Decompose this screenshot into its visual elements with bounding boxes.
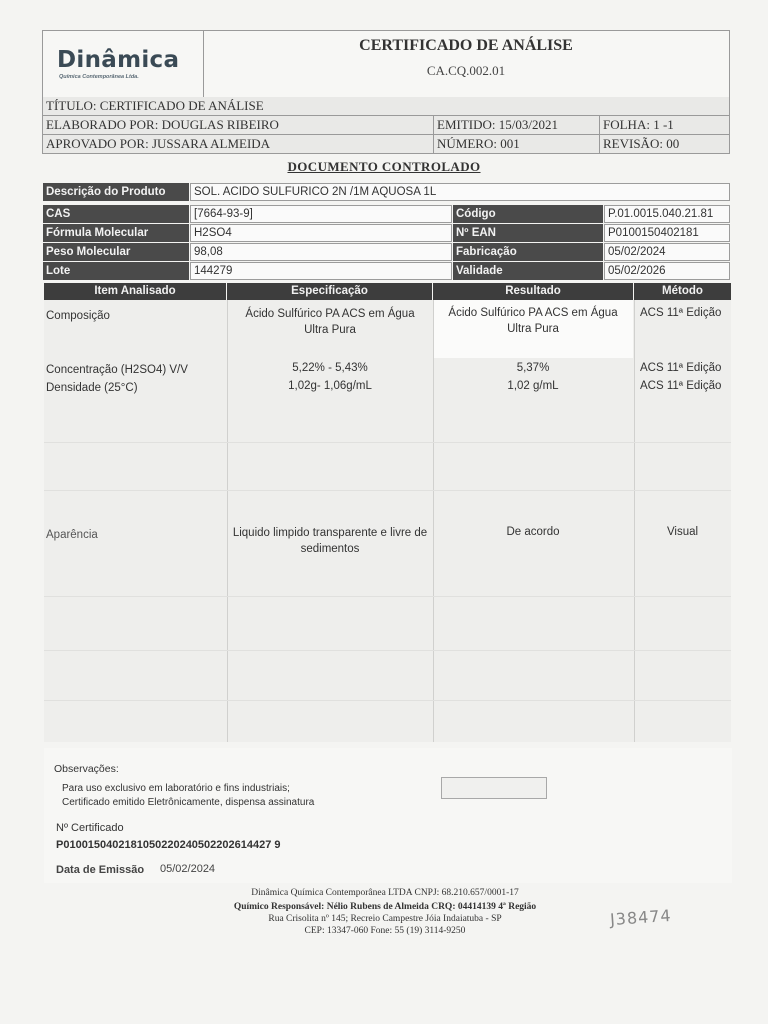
label-peso: Peso Molecular	[43, 243, 189, 261]
table-row-spec: Liquido limpido transparente e livre de sedimentos	[232, 527, 428, 555]
value-ean: P0100150402181	[604, 224, 730, 242]
meta-emitido: EMITIDO: 15/03/2021	[433, 116, 599, 134]
label-validade: Validade	[453, 262, 603, 280]
table-row-result: De acordo	[506, 526, 560, 538]
logo-box	[43, 31, 204, 97]
documento-controlado: DOCUMENTO CONTROLADO	[287, 159, 481, 174]
label-descricao: Descrição do Produto	[43, 183, 189, 201]
value-descricao: SOL. ACIDO SULFURICO 2N /1M AQUOSA 1L	[190, 183, 730, 201]
value-fabricacao: 05/02/2024	[604, 243, 730, 261]
meta-numero: NÚMERO: 001	[433, 135, 599, 153]
meta-elaborado: ELABORADO POR: DOUGLAS RIBEIRO	[46, 117, 279, 132]
company-logo-subtitle: Química Contemporânea Ltda.	[59, 74, 139, 80]
label-formula: Fórmula Molecular	[43, 224, 189, 242]
label-cas: CAS	[43, 205, 189, 223]
label-ean: Nº EAN	[453, 224, 603, 242]
table-row-line	[44, 490, 731, 491]
table-row-item: Concentração (H2SO4) V/V	[46, 364, 188, 376]
label-fabricacao: Fabricação	[453, 243, 603, 261]
meta-folha: FOLHA: 1 -1	[599, 116, 729, 134]
certificado-label: Nº Certificado	[56, 822, 124, 834]
handwritten-note: J38474	[609, 905, 673, 930]
value-peso: 98,08	[190, 243, 452, 261]
table-row-item: Densidade (25°C)	[46, 382, 138, 394]
meta-row-aprovado	[42, 135, 730, 154]
table-row-method: ACS 11ª Edição	[640, 362, 722, 374]
table-divider	[634, 300, 635, 742]
emissao-value: 05/02/2024	[160, 863, 216, 875]
table-row-spec: 1,02g- 1,06g/mL	[288, 380, 372, 392]
meta-aprovado: APROVADO POR: JUSSARA ALMEIDA	[46, 136, 271, 151]
meta-row-elaborado	[42, 116, 730, 135]
table-row-result: 5,37%	[516, 362, 550, 374]
table-row-result: 1,02 g/mL	[507, 380, 559, 392]
footer-company: Dinâmica Química Contemporânea LTDA CNPJ: 68.210.657/0001-17	[251, 888, 519, 898]
company-logo: Dinâmica	[57, 47, 180, 73]
value-validade: 05/02/2026	[604, 262, 730, 280]
certificate-code: CA.CQ.002.01	[426, 63, 506, 78]
meta-titulo: TÍTULO: CERTIFICADO DE ANÁLISE	[46, 98, 264, 113]
document-header	[42, 30, 730, 98]
value-formula: H2SO4	[190, 224, 452, 242]
certificado-number: P0100150402181050220240502202614427 9	[56, 839, 281, 851]
table-row-spec: Ácido Sulfúrico PA ACS em Água Ultra Pura	[245, 308, 415, 336]
label-codigo: Código	[453, 205, 603, 223]
table-row-method: Visual	[666, 526, 699, 538]
value-cas: [7664-93-9]	[190, 205, 452, 223]
table-row-item: Composição	[46, 310, 110, 322]
table-row-line	[44, 650, 731, 651]
value-lote: 144279	[190, 262, 452, 280]
table-row-method: ACS 11ª Edição	[640, 307, 722, 319]
th-especificacao: Especificação	[227, 283, 432, 300]
table-row-line	[44, 596, 731, 597]
emissao-label: Data de Emissão	[56, 864, 145, 876]
table-row-spec: 5,22% - 5,43%	[292, 362, 368, 374]
table-divider	[433, 300, 434, 742]
footer-chemist: Químico Responsável: Nélio Rubens de Almeida CRQ: 04414139 4ª Região	[233, 902, 537, 912]
footer-address: Rua Crisolita nº 145; Recreio Campestre Jóia Indaiatuba - SP	[268, 914, 502, 924]
observacoes-line: Certificado emitido Eletrônicamente, dispensa assinatura	[62, 797, 315, 808]
value-codigo: P.01.0015.040.21.81	[604, 205, 730, 223]
th-metodo: Método	[634, 283, 731, 300]
th-item: Item Analisado	[44, 283, 226, 300]
meta-row-title	[42, 97, 730, 116]
table-divider	[227, 300, 228, 742]
observations-area	[44, 748, 732, 883]
observacoes-label: Observações:	[54, 763, 119, 775]
observacoes-line: Para uso exclusivo em laboratório e fins industriais;	[62, 783, 290, 794]
table-row-result: Ácido Sulfúrico PA ACS em Água Ultra Pura	[448, 307, 618, 335]
label-lote: Lote	[43, 262, 189, 280]
table-row-method: ACS 11ª Edição	[640, 380, 722, 392]
table-row-line	[44, 700, 731, 701]
footer-contact: CEP: 13347-060 Fone: 55 (19) 3114-9250	[304, 926, 466, 936]
certificate-title: CERTIFICADO DE ANÁLISE	[359, 37, 573, 54]
empty-box	[441, 777, 547, 799]
table-row-line	[44, 442, 731, 443]
meta-revisao: REVISÃO: 00	[599, 135, 729, 153]
th-resultado: Resultado	[433, 283, 633, 300]
table-row-item: Aparência	[46, 529, 98, 541]
